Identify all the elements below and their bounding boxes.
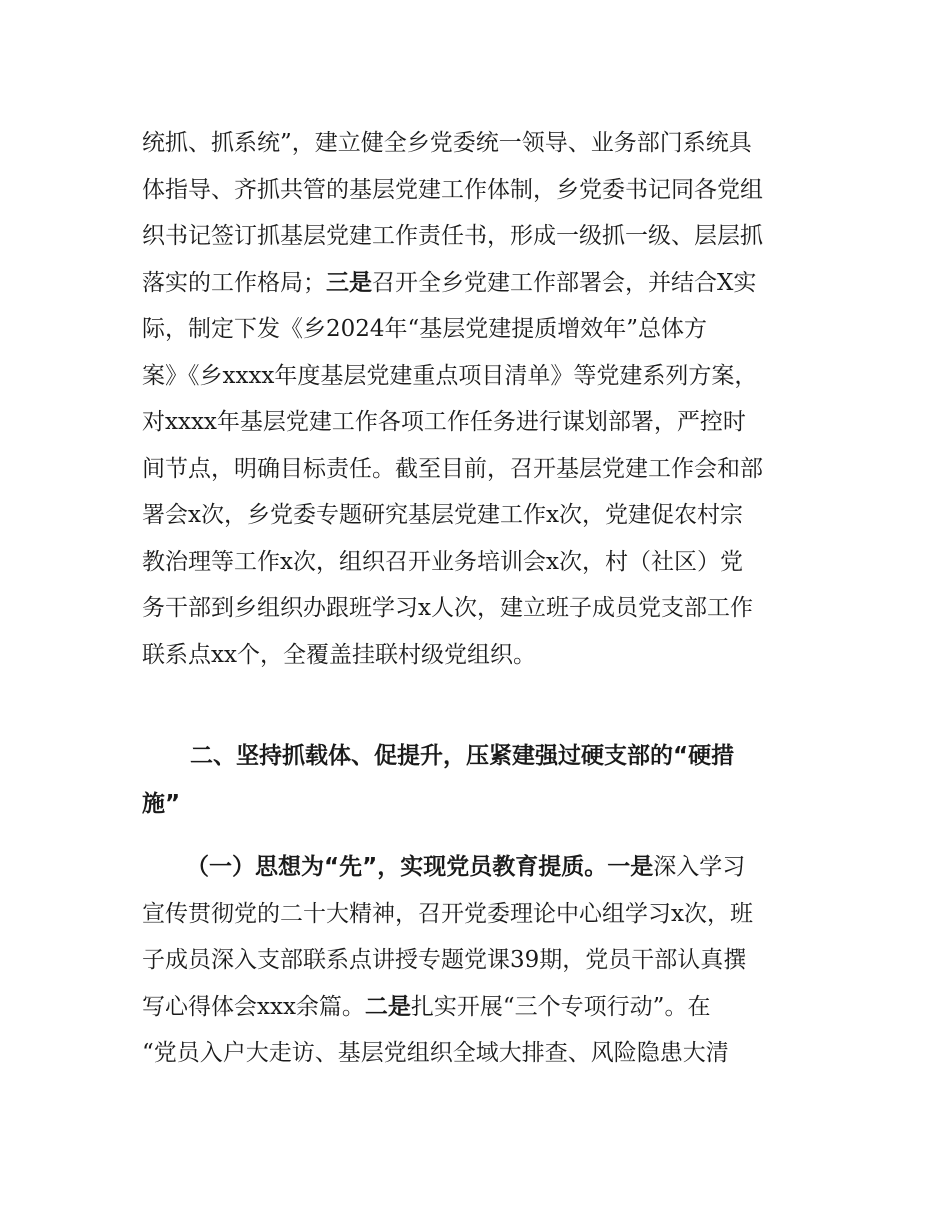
text-segment: 落实的工作格局； bbox=[142, 269, 326, 296]
text-line bbox=[142, 314, 707, 344]
text-line bbox=[186, 852, 745, 882]
text-segment: 体指导、齐抓共管的基层党建工作体制，乡党委书记同各党组 bbox=[142, 176, 763, 203]
text-segment: 写心得体会xxx余篇。 bbox=[142, 993, 365, 1020]
text-line bbox=[142, 992, 710, 1022]
text-segment: 署会x次，乡党委专题研究基层党建工作x次，党建促农村宗 bbox=[142, 502, 743, 528]
text-line bbox=[142, 547, 743, 577]
text-segment: 统抓、抓系统”，建立健全乡党委统一领导、业务部门系统具 bbox=[142, 130, 752, 156]
bold-text-segment: 三是 bbox=[326, 269, 372, 296]
text-segment: 间节点，明确目标责任。截至目前，召开基层党建工作会和部 bbox=[142, 455, 763, 482]
text-segment: 联系点xx个，全覆盖挂联村级党组织。 bbox=[142, 641, 536, 668]
text-line bbox=[142, 407, 746, 437]
text-line bbox=[142, 789, 180, 819]
text-segment: 召开全乡党建工作部署会，并结合X实 bbox=[372, 269, 757, 296]
text-line bbox=[142, 175, 763, 205]
text-line bbox=[142, 268, 756, 298]
text-line bbox=[142, 593, 753, 623]
text-line bbox=[142, 128, 752, 158]
bold-text-segment: （一）思想为“先”，实现党员教育提质。一是 bbox=[186, 854, 654, 880]
text-segment: 子成员深入支部联系点讲授专题党课39期，党员干部认真撰 bbox=[142, 947, 747, 973]
text-line bbox=[142, 945, 746, 975]
text-segment: 扎实开展“三个专项行动”。在 bbox=[410, 993, 711, 1020]
text-segment: 案》《乡xxxx年度基层党建重点项目清单》等党建系列方案， bbox=[142, 362, 758, 389]
text-segment: 宣传贯彻党的二十大精神，召开党委理论中心组学习x次，班 bbox=[142, 900, 753, 927]
text-segment: 际，制定下发《乡2024年“基层党建提质增效年”总体方 bbox=[142, 316, 708, 342]
text-segment: 对xxxx年基层党建工作各项工作任务进行谋划部署，严控时 bbox=[142, 409, 746, 435]
text-segment: 教治理等工作x次，组织召开业务培训会x次，村（社区）党 bbox=[142, 548, 743, 575]
text-segment: 织书记签订抓基层党建工作责任书，形成一级抓一级、层层抓 bbox=[142, 223, 763, 249]
text-line bbox=[190, 741, 734, 771]
text-segment: “党员入户大走访、基层党组织全域大排查、风险隐患大清 bbox=[142, 1040, 729, 1066]
text-line bbox=[142, 454, 763, 484]
text-line bbox=[142, 1038, 729, 1068]
heading-text: 施” bbox=[142, 791, 181, 817]
text-segment: 务干部到乡组织办跟班学习x人次，建立班子成员党支部工作 bbox=[142, 595, 753, 621]
text-segment: 深入学习 bbox=[653, 854, 746, 880]
text-line bbox=[142, 361, 757, 391]
text-line bbox=[142, 899, 753, 929]
bold-text-segment: 二是 bbox=[364, 993, 411, 1020]
heading-text: 二、坚持抓载体、促提升，压紧建强过硬支部的“硬措 bbox=[190, 743, 735, 769]
text-line bbox=[142, 500, 743, 530]
text-line bbox=[142, 640, 536, 670]
text-line bbox=[142, 221, 763, 251]
